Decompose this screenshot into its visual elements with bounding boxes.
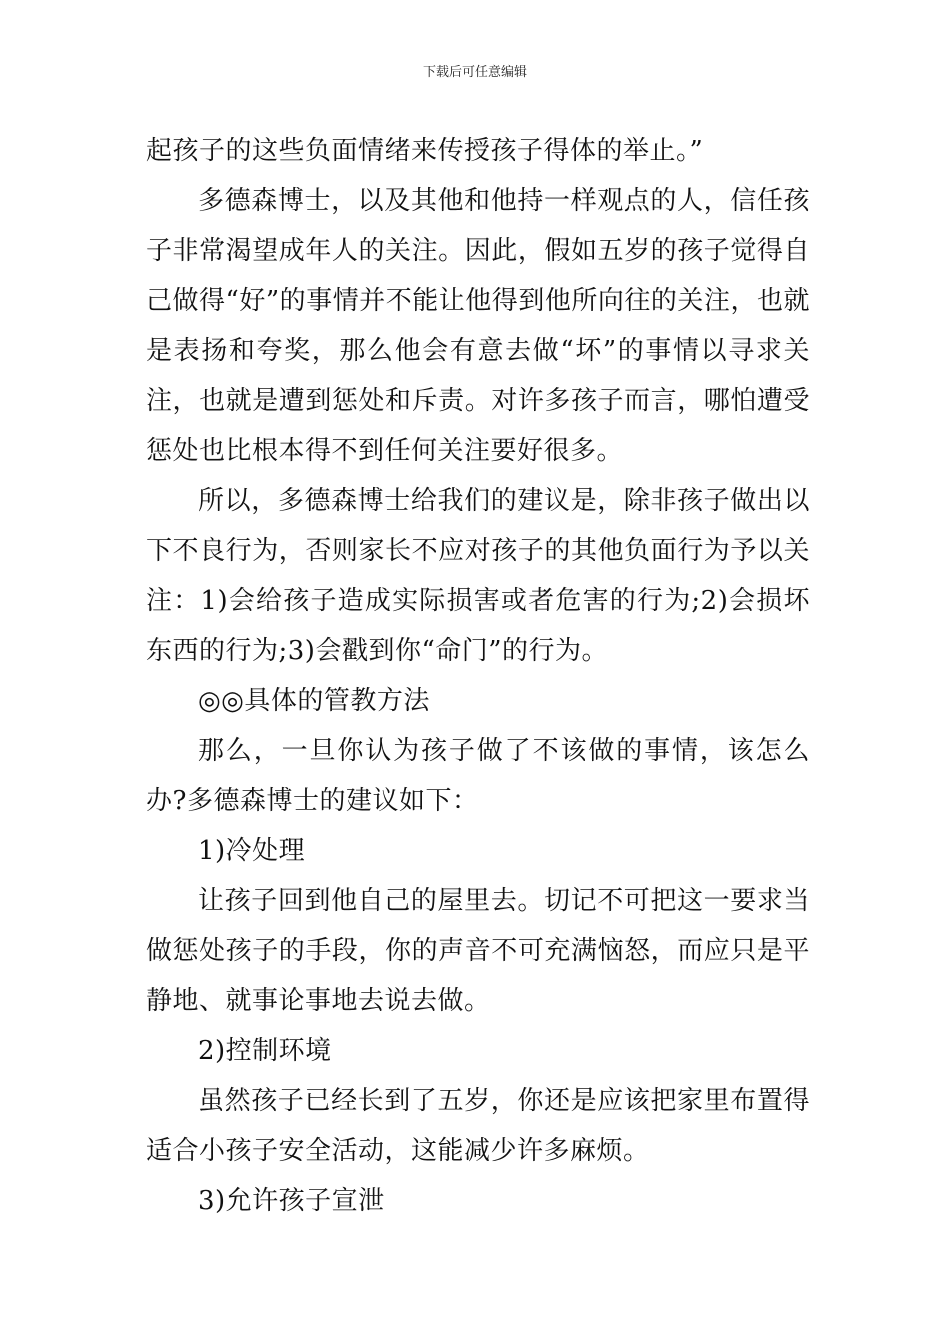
- item-heading-2: 2)控制环境: [198, 1036, 332, 1066]
- paragraph-what-to-do: 那么，一旦你认为孩子做了不该做的事情，该怎么办?多德森博士的建议如下：: [146, 736, 810, 816]
- item-heading-3: 3)允许孩子宣泄: [198, 1186, 385, 1216]
- paragraph-cold-treatment: 让孩子回到他自己的屋里去。切记不可把这一要求当做惩处孩子的手段，你的声音不可充满恼怒，而应只是平静地、就事论事地去说去做。: [146, 886, 810, 1016]
- paragraph-continuation: 起孩子的这些负面情绪来传授孩子得体的举止。”: [146, 136, 704, 166]
- paragraph-attention: 多德森博士，以及其他和他持一样观点的人，信任孩子非常渴望成年人的关注。因此，假如五岁的孩子觉得自己做得“好”的事情并不能让他得到他所向往的关注，也就是表扬和夸奖，那么他会有意去做“坏”的事情以寻求关注，也就是遭到惩处和斥责。对许多孩子而言，哪怕遭受惩处也比根本得不到任何关注要好很多。: [146, 186, 810, 466]
- page-header-note: 下载后可任意编辑: [422, 65, 527, 80]
- section-heading-methods: ◎◎具体的管教方法: [198, 686, 430, 716]
- item-heading-1: 1)冷处理: [198, 836, 306, 866]
- paragraph-environment: 虽然孩子已经长到了五岁，你还是应该把家里布置得适合小孩子安全活动，这能减少许多麻烦。: [146, 1086, 810, 1166]
- document-body: [146, 126, 810, 1226]
- paragraph-advice: 所以，多德森博士给我们的建议是，除非孩子做出以下不良行为，否则家长不应对孩子的其他负面行为予以关注：1)会给孩子造成实际损害或者危害的行为;2)会损坏东西的行为;3)会戳到你“命门”的行为。: [146, 486, 810, 666]
